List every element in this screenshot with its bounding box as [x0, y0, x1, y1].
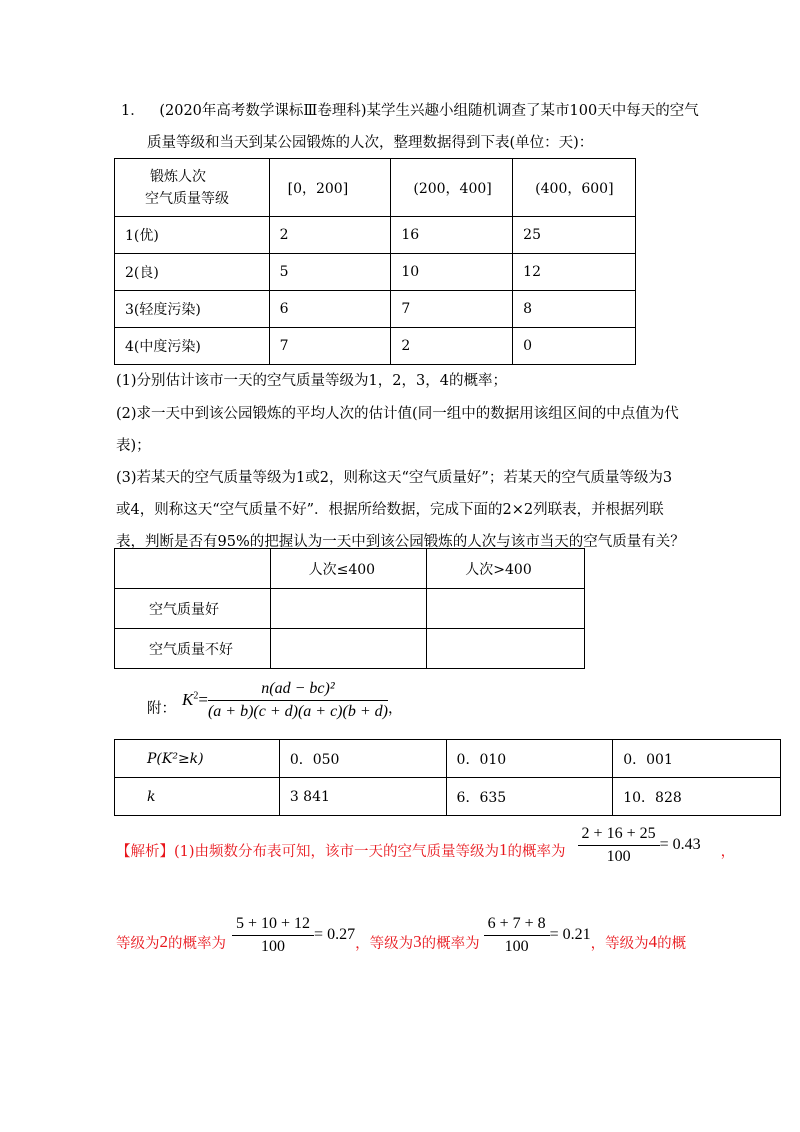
formula-lhs	[182, 690, 198, 710]
row-label: P(K²≥k)	[115, 740, 280, 778]
frequency-table-header	[115, 159, 636, 217]
formula-k: K	[182, 690, 194, 709]
formula-comma: ，	[387, 700, 403, 717]
fraction-value: = 0.43	[659, 836, 701, 853]
problem-line-2: 质量等级和当天到某公园锻炼的人次，整理数据得到下表(单位：天)：	[147, 135, 594, 151]
analysis-text: ，等级为	[355, 935, 414, 952]
probability-fraction-3	[484, 915, 550, 956]
row-label: 1(优)	[115, 217, 270, 254]
table-row	[115, 328, 636, 365]
fraction-numerator: 6 + 7 + 8	[484, 915, 550, 936]
analysis-text: 的概	[657, 935, 687, 952]
table-cell: 7	[269, 328, 391, 365]
analysis-text: 的概率为	[421, 935, 480, 952]
corner-top-label: 锻炼人次	[150, 168, 206, 185]
question-2-line-2: 表)；	[116, 438, 151, 454]
formula-exponent: 2	[193, 690, 199, 702]
analysis-line-1	[116, 823, 735, 867]
table-cell: 10	[391, 254, 513, 291]
table-cell: 2	[391, 328, 513, 365]
table-cell: 10．828	[613, 778, 781, 816]
table-row	[115, 778, 781, 816]
problem-number: 1．	[121, 103, 145, 119]
table-cell: 7	[391, 291, 513, 328]
fraction-denominator: 100	[261, 937, 286, 955]
formula-denominator: (a + b)(c + d)(a + c)(b + d)	[207, 702, 388, 720]
blank-cell	[270, 589, 427, 629]
table-row	[115, 254, 636, 291]
question-3-line-1: (3)若某天的空气质量等级为1或2，则称这天“空气质量好”；若某天的空气质量等级为3	[116, 470, 673, 486]
corner-cell	[115, 159, 270, 217]
analysis-comma: ，	[720, 843, 736, 860]
fraction-denominator: 100	[606, 847, 631, 865]
table-cell: 25	[513, 217, 636, 254]
analysis-text: 的概率为	[168, 935, 226, 952]
contingency-header	[115, 549, 585, 589]
analysis-line-2	[116, 913, 686, 957]
table-cell: 0．050	[279, 740, 446, 778]
analysis-text: 的概率为	[507, 843, 566, 860]
analysis-tag: 【解析】	[116, 843, 174, 860]
table-cell: 12	[513, 254, 636, 291]
table-cell: 0	[513, 328, 636, 365]
table-row	[115, 629, 585, 669]
empty-cell	[115, 549, 271, 589]
question-3-line-3: 表，判断是否有95%的把握认为一天中到该公园锻炼的人次与该市当天的空气质量有关？	[116, 534, 685, 550]
table-cell: 6	[269, 291, 391, 328]
analysis-text: 等级为	[116, 935, 160, 952]
problem-source-text: (2020年高考数学课标Ⅲ卷理科)某学生兴趣小组随机调查了某市100天中每天的空气	[159, 103, 699, 119]
column-header: (400，600]	[513, 159, 636, 217]
probability-fraction-2	[232, 915, 314, 956]
fraction-value: = 0.21	[549, 926, 591, 943]
formula-fraction	[208, 680, 388, 721]
table-cell: 2	[269, 217, 391, 254]
table-cell: 16	[391, 217, 513, 254]
question-3-line-2: 或4，则称这天“空气质量不好”．根据所给数据，完成下面的2×2列联表，并根据列联	[116, 502, 664, 518]
critical-value-table	[114, 739, 781, 816]
table-cell: 5	[269, 254, 391, 291]
question-2-line-1: (2)求一天中到该公园锻炼的平均人次的估计值(同一组中的数据用该组区间的中点值为代	[116, 406, 679, 422]
table-cell: 8	[513, 291, 636, 328]
analysis-text: ，等级为	[590, 935, 649, 952]
table-row	[115, 589, 585, 629]
table-cell: 3 841	[279, 778, 446, 816]
fraction-value: = 0.27	[314, 926, 356, 943]
analysis-text: (1)由频数分布表可知，该市一天的空气质量等级为	[174, 843, 500, 860]
appendix-label: 附：	[147, 700, 176, 717]
row-label: 2(良)	[115, 254, 270, 291]
row-label: 空气质量好	[115, 589, 271, 629]
column-header: 人次≤400	[270, 549, 427, 589]
fraction-denominator: 100	[504, 937, 529, 955]
row-label: 3(轻度污染)	[115, 291, 270, 328]
blank-cell	[427, 589, 585, 629]
analysis-number: 1	[499, 840, 508, 859]
column-header: 人次>400	[427, 549, 585, 589]
table-cell: 0．010	[446, 740, 613, 778]
corner-bottom-label: 空气质量等级	[145, 190, 229, 207]
frequency-table	[114, 158, 636, 365]
analysis-number: 4	[648, 932, 658, 951]
blank-cell	[270, 629, 427, 669]
question-1: (1)分别估计该市一天的空气质量等级为1，2，3，4的概率；	[116, 373, 507, 389]
column-header: (200，400]	[391, 159, 513, 217]
row-label: 空气质量不好	[115, 629, 271, 669]
fraction-numerator: 5 + 10 + 12	[232, 915, 314, 936]
table-cell: 0．001	[613, 740, 781, 778]
analysis-number: 3	[413, 932, 422, 951]
table-row	[115, 217, 636, 254]
probability-fraction-1	[578, 825, 660, 866]
formula-equals: =	[198, 690, 208, 709]
contingency-table	[114, 548, 585, 669]
formula-numerator: n(ad − bc)²	[208, 680, 388, 701]
appendix-formula	[147, 678, 402, 722]
column-header: [0，200]	[269, 159, 391, 217]
analysis-number: 2	[159, 932, 168, 951]
row-label: k	[115, 778, 280, 816]
blank-cell	[427, 629, 585, 669]
table-row	[115, 740, 781, 778]
fraction-numerator: 2 + 16 + 25	[578, 825, 660, 846]
table-cell: 6．635	[446, 778, 613, 816]
row-label: 4(中度污染)	[115, 328, 270, 365]
problem-line-1	[121, 99, 699, 120]
table-row	[115, 291, 636, 328]
